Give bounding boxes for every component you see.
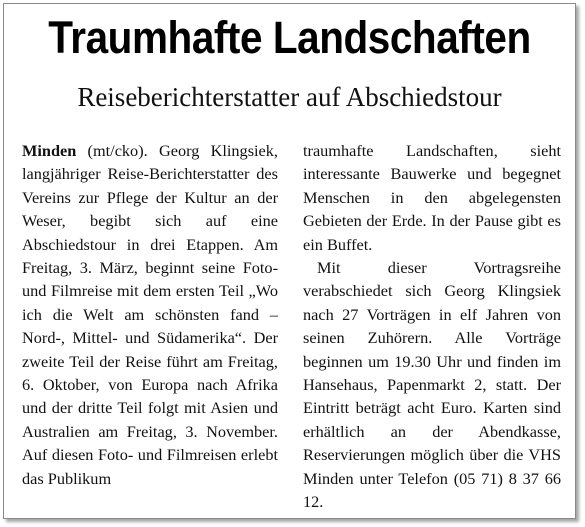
left-column-text: (mt/cko). Georg Klingsiek, langjähriger Reise-Berichterstatter des Vereins zur Pflege der Kultur an der Weser, begibt sich auf eine Abschiedstour in drei Etappen. Am Freitag, 3. März, beginnt seine Foto- und Filmreise mit dem ersten Teil „Wo ich die Welt am schönsten fand – Nord-, Mittel- und Südamerika“. Der zweite Teil der Reise führt am Freitag, 6. Oktober, von Europa nach Afrika und der dritte Teil folgt mit Asien und Australien am Freitag, 3. November. Auf diesen Foto- und Filmreisen erlebt das Publikum xyxy=(22,141,278,488)
right-paragraph-2: Mit dieser Vortragsreihe verabschiedet sich Georg Klingsiek nach 27 Vorträgen in elf Jahren von seinen Zuhörern. Alle Vorträge beginnen um 19.30 Uhr und finden im Hansehaus, Papenmarkt 2, statt. Der Eintritt beträgt acht Euro. Karten sind erhältlich an der Abendkasse, Reservierungen möglich über die VHS Minden unter Telefon (05 71) 8 37 66 12. xyxy=(303,258,561,512)
subheadline: Reiseberichterstatter auf Abschiedstour xyxy=(77,82,502,112)
right-paragraph-1: traumhafte Landschaften, sieht interessante Bauwerke und begegnet Menschen in den abgelegensten Gebieten der Erde. In der Pause gibt es ein Buffet. xyxy=(303,141,561,254)
newspaper-clipping xyxy=(3,3,576,519)
article-column-right xyxy=(303,139,561,514)
headline: Traumhafte Landschaften xyxy=(48,12,531,63)
left-paragraph xyxy=(22,139,278,490)
dateline: Minden xyxy=(22,141,77,160)
article-column-left xyxy=(22,139,278,490)
